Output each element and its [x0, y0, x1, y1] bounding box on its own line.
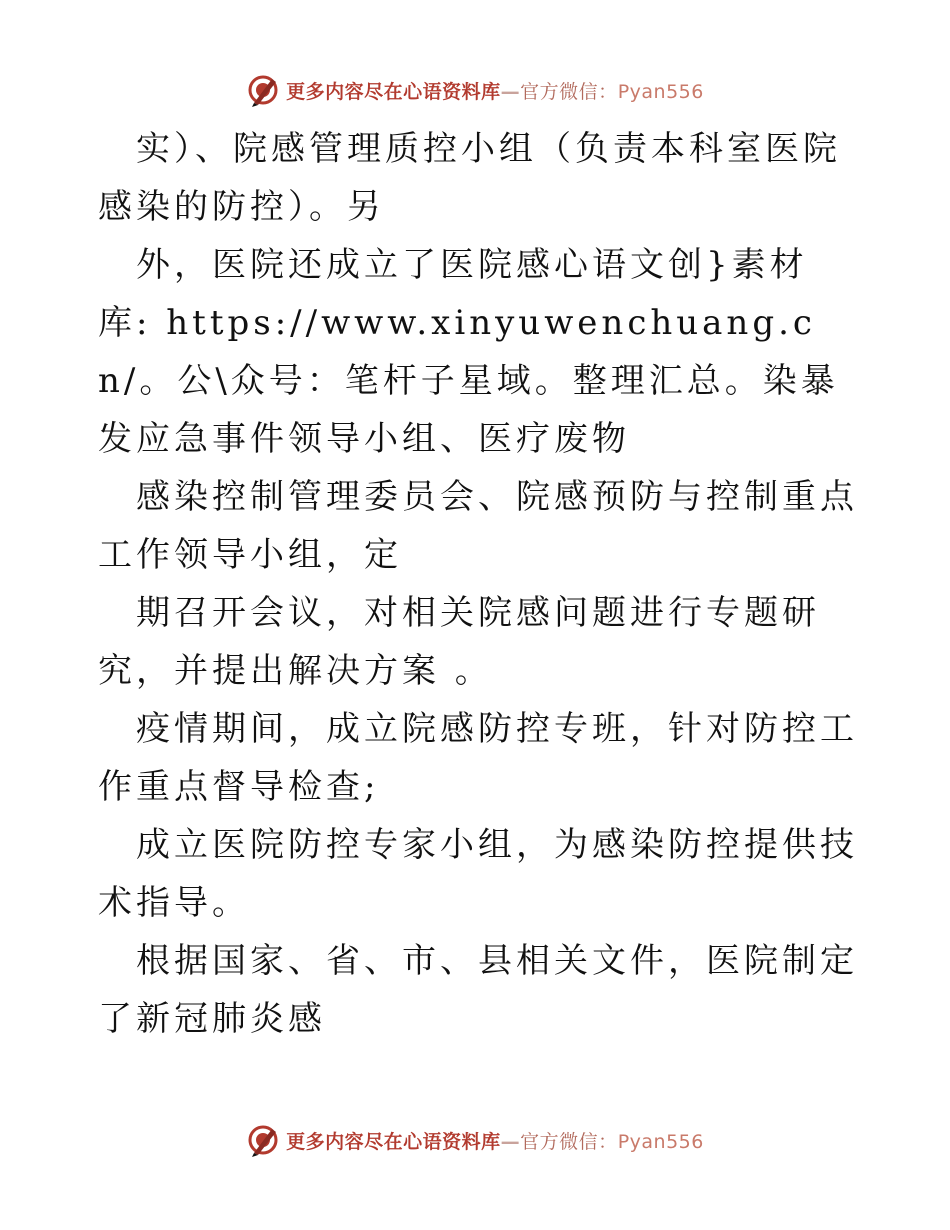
- paragraph-7: 根据国家、省、市、县相关文件，医院制定了新冠肺炎感: [98, 941, 858, 1039]
- header-banner: [0, 70, 950, 110]
- footer-text: [286, 1127, 704, 1154]
- paragraph-3: 感染控制管理委员会、院感预防与控制重点工作领导小组，定: [98, 477, 858, 575]
- header-separator: —: [500, 80, 521, 103]
- pen-logo-icon: [246, 1123, 280, 1157]
- footer-banner: [0, 1120, 950, 1160]
- header-text: [286, 77, 704, 104]
- footer-site-name: 更多内容尽在心语资料库: [286, 1130, 501, 1153]
- paragraph-5: 疫情期间，成立院感防控专班，针对防控工作重点督导检查;: [98, 709, 858, 807]
- paragraph-4: 期召开会议，对相关院感问题进行专题研究，并提出解决方案 。: [98, 593, 820, 691]
- footer-wechat-id: Pyan556: [617, 1130, 704, 1153]
- paragraph-1: 实）、院感管理质控小组（负责本科室医院感染的防控）。另: [98, 129, 841, 227]
- paragraph-6: 成立医院防控专家小组，为感染防控提供技术指导。: [98, 825, 858, 923]
- header-site-name: 更多内容尽在心语资料库: [286, 80, 501, 103]
- paragraph-2: 外，医院还成立了医院感心语文创}素材库: https://www.xinyuwenchuang.cn/。公\众号：笔杆子星域。整理汇总。染暴发应急事件领导小组、医疗废物: [98, 245, 839, 459]
- header-wechat-id: Pyan556: [617, 80, 704, 103]
- footer-separator: —: [500, 1130, 521, 1153]
- document-body: [98, 120, 858, 1048]
- pen-logo-icon: [246, 73, 280, 107]
- footer-wechat-label: 官方微信：: [520, 1130, 618, 1153]
- header-wechat-label: 官方微信：: [520, 80, 618, 103]
